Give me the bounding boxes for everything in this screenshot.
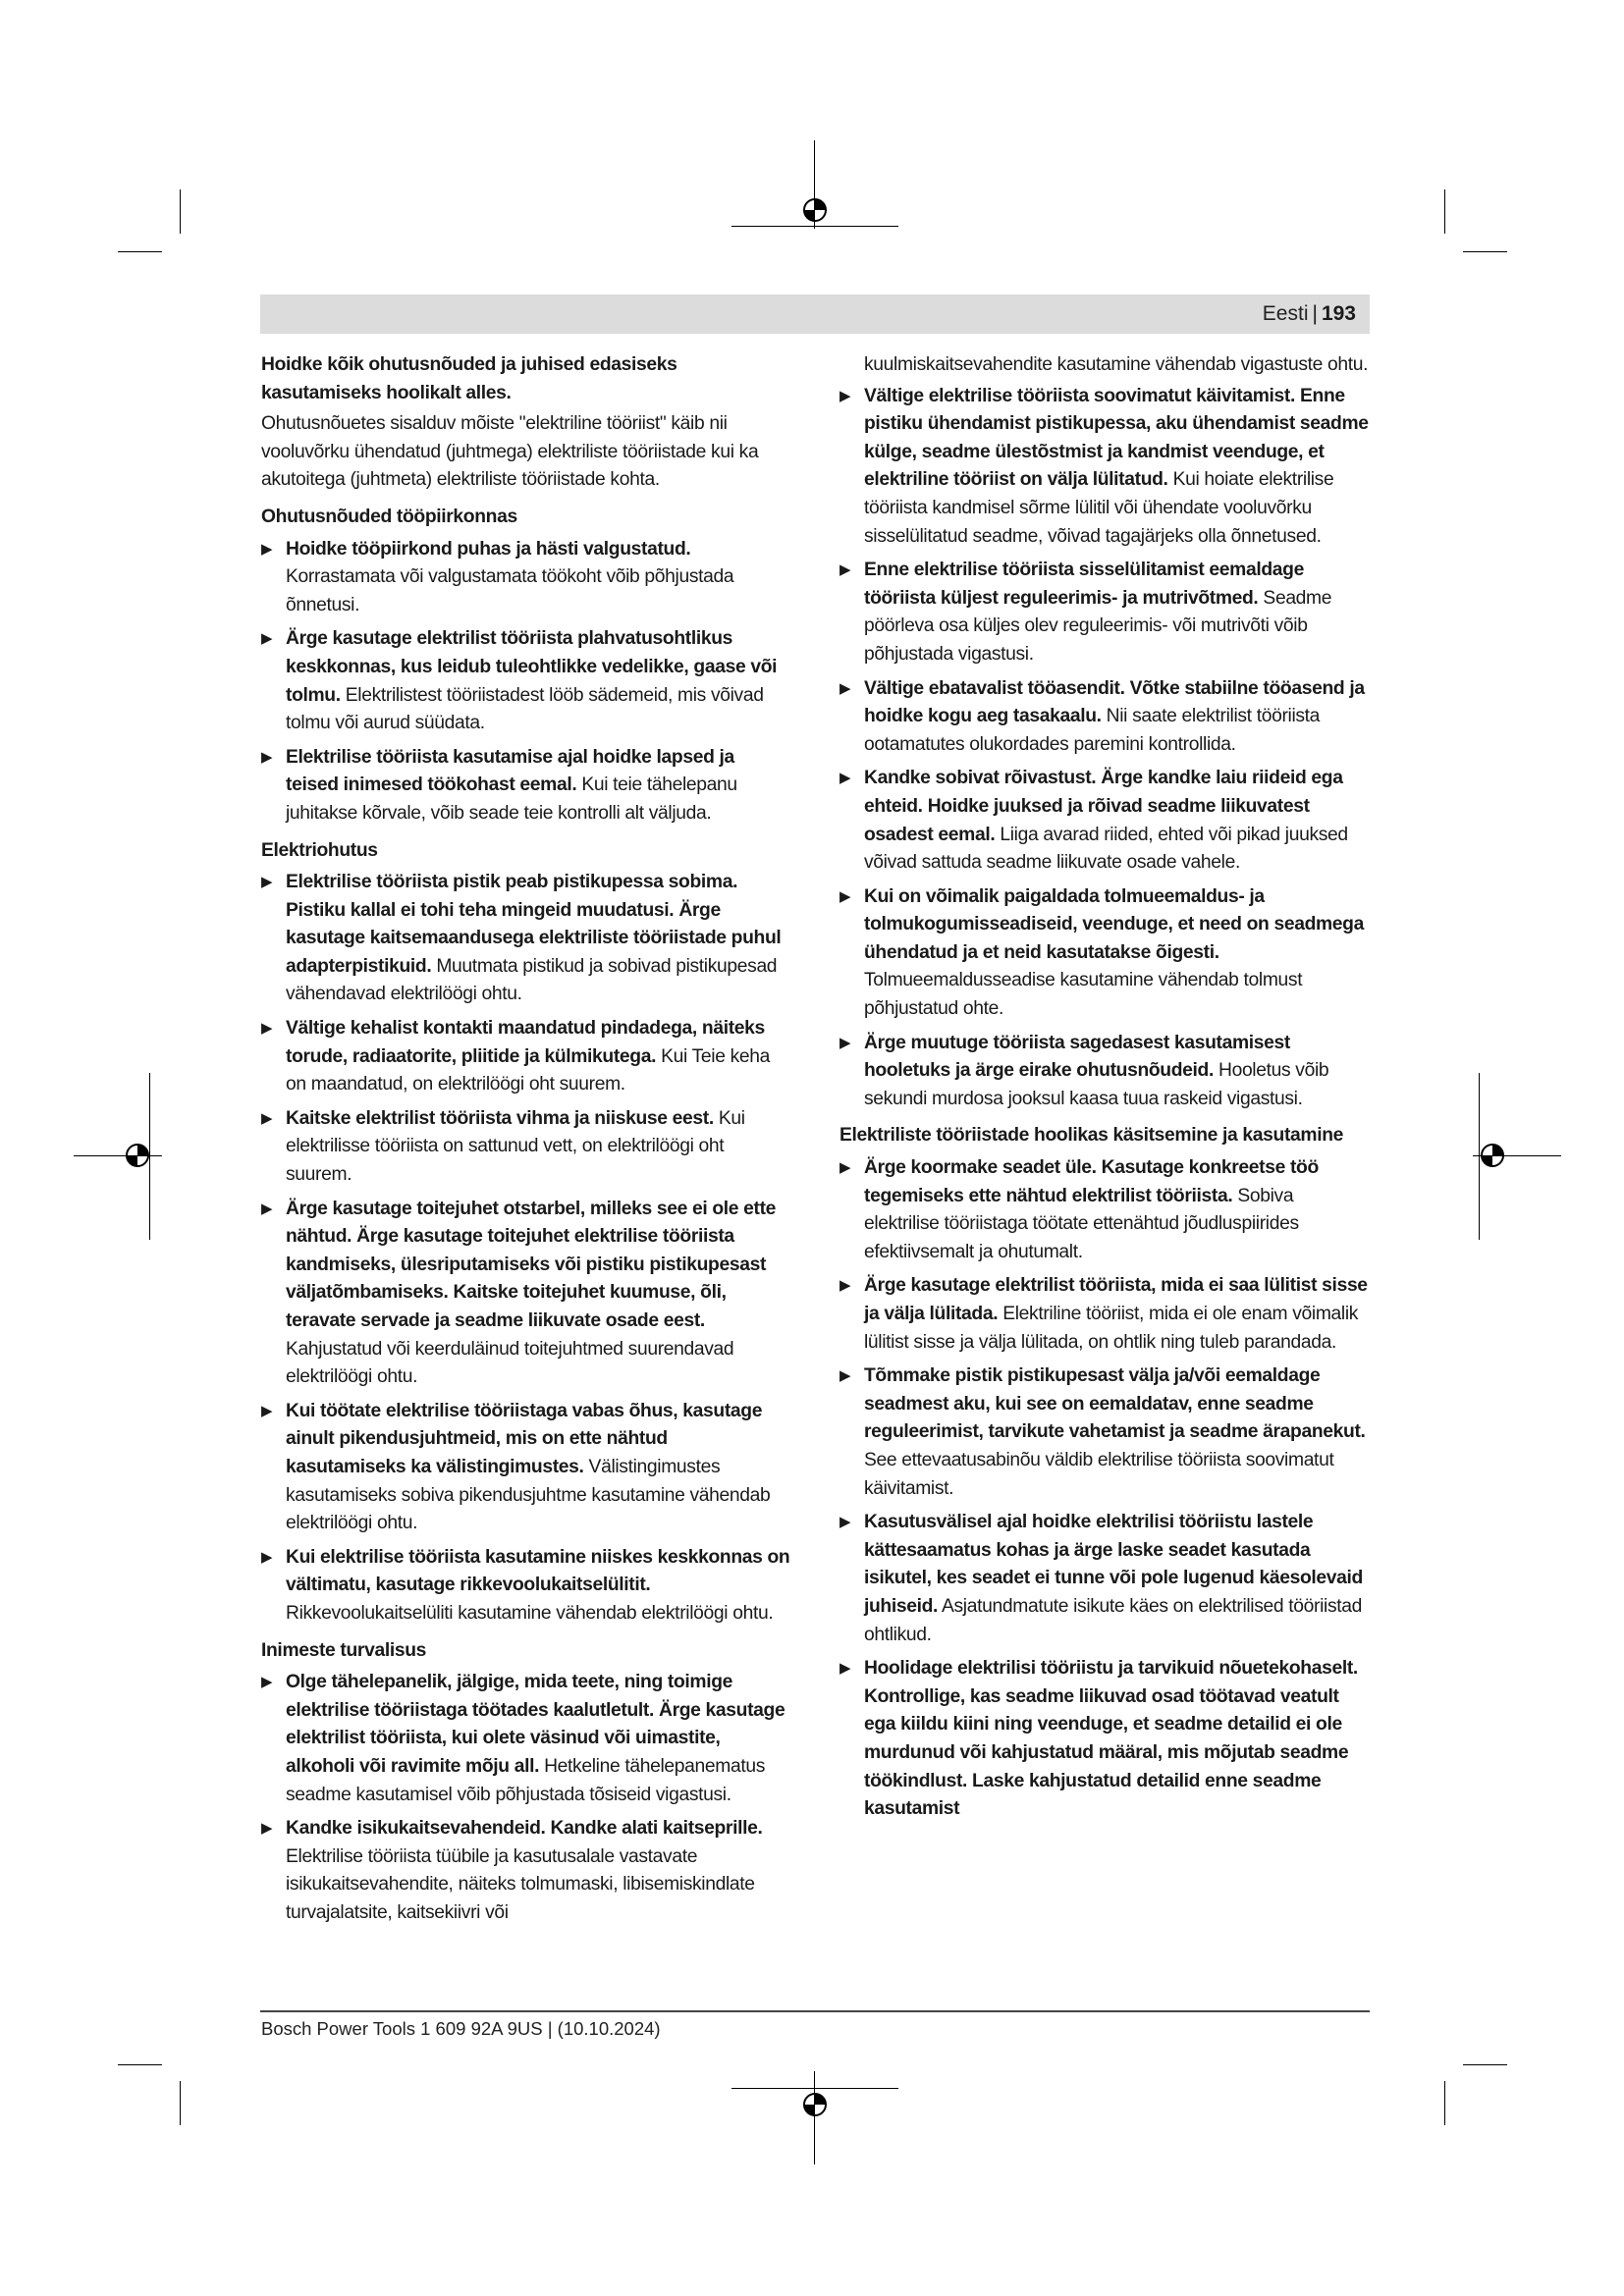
bullet-triangle-icon: ▶ xyxy=(839,387,851,404)
bullet-triangle-icon: ▶ xyxy=(261,748,273,766)
bullet-triangle-icon: ▶ xyxy=(839,1277,851,1295)
crop-mark xyxy=(118,251,162,252)
list-item: ▶ Ärge muutuge tööriista sagedasest kasutamisest hooletuks ja ärge eirake ohutusnõudeid. Hooletus võib sekundi murdosa jooksul kaasa tuua raskeid vigastusi. xyxy=(839,1032,1329,1109)
crop-mark xyxy=(814,140,815,229)
crop-mark xyxy=(118,2064,162,2065)
section-title-workplace: Ohutusnõuded tööpiirkonnas xyxy=(261,506,517,527)
left-column xyxy=(261,351,791,1933)
footer-divider xyxy=(260,2010,1370,2012)
crop-mark xyxy=(731,2088,898,2089)
bullet-triangle-icon: ▶ xyxy=(839,887,851,905)
bullet-triangle-icon: ▶ xyxy=(839,1367,851,1385)
list-item: ▶ Elektrilise tööriista kasutamise ajal hoidke lapsed ja teised inimesed töökohast eemal. Kui teie tähelepanu juhitakse kõrvale, võib seade teie kontrolli alt väljuda. xyxy=(261,746,737,824)
bullet-triangle-icon: ▶ xyxy=(839,770,851,787)
crop-mark xyxy=(1479,1073,1480,1240)
bullet-triangle-icon: ▶ xyxy=(261,1109,273,1127)
crop-mark xyxy=(149,1073,150,1240)
section-title-personal: Inimeste turvalisus xyxy=(261,1639,427,1661)
list-item: ▶ Hoolidage elektrilisi tööriistu ja tarvikuid nõuetekohaselt. Kontrollige, kas seadme liikuvad osad töötavad veatult ega kiildu kiini ning veenduge, et seadme detailid ei ole murdunud või kahjustatud määral, mis mõjutab seadme töökindlust. Laske kahjustatud detailid enne seadme kasutamist xyxy=(839,1658,1358,1820)
bullet-triangle-icon: ▶ xyxy=(261,540,273,558)
bullet-triangle-icon: ▶ xyxy=(261,1402,273,1419)
list-item: ▶ Vältige elektrilise tööriista soovimatut käivitamist. Enne pistiku ühendamist pistikupessa, aku ühendamist seadme külge, seadme ülestõstmist ja kandmist veenduge, et elektriline tööriist on välja lülitatud. Kui hoiate elektrilise tööriista kandmisel sõrme lülitil või ühendate vooluvõrku sisselülitatud seadme, võivad tagajärjeks olla õnnetused. xyxy=(839,385,1369,547)
crop-mark xyxy=(1473,1155,1561,1156)
intro-text: Ohutusnõuetes sisalduv mõiste "elektriline tööriist" käib nii vooluvõrku ühendatud (juhtmega) elektriliste tööriistade kui ka akutoitega (juhtmeta) elektriliste tööriistade kohta. xyxy=(261,413,759,491)
list-item: ▶ Olge tähelepanelik, jälgige, mida teete, ning toimige elektrilise tööriistaga töötades kaalutletult. Ärge kasutage elektrilist tööriista, kui olete väsinud või uimastite, alkoholi või ravimite mõju all. Hetkeline tähelepanematus seadme kasutamisel võib põhjustada tõsiseid vigastusi. xyxy=(261,1672,785,1805)
header-separator: | xyxy=(1312,302,1318,325)
crop-mark xyxy=(814,2071,815,2164)
crop-mark xyxy=(1463,251,1507,252)
list-item: ▶ Kasutusvälisel ajal hoidke elektrilisi tööriistu lastele kättesaamatus kohas ja ärge laske seadet kasutada isikutel, kes seadet ei tunne või pole lugenud käesolevaid juhiseid. Asjatundmatute isikute käes on elektrilised tööriistad ohtlikud. xyxy=(839,1512,1363,1645)
registration-mark-icon xyxy=(798,193,832,227)
list-item: ▶ Vältige ebatavalist tööasendit. Võtke stabiilne tööasend ja hoidke kogu aeg tasakaalu. Nii saate elektrilist tööriista ootamatutes olukordades paremini kontrollida. xyxy=(839,677,1365,755)
bullet-triangle-icon: ▶ xyxy=(261,1820,273,1838)
crop-mark xyxy=(180,189,181,234)
page-header xyxy=(260,294,1370,334)
bullet-triangle-icon: ▶ xyxy=(261,630,273,648)
page-footer: Bosch Power Tools 1 609 92A 9US | (10.10.2024) xyxy=(261,2018,661,2039)
list-item: ▶ Ärge kasutage elektrilist tööriista, mida ei saa lülitist sisse ja välja lülitada. Elektriline tööriist, mida ei ole enam võimalik lülitist sisse ja välja lülitada, on ohtlik ning tuleb parandada. xyxy=(839,1275,1368,1353)
bullet-triangle-icon: ▶ xyxy=(261,1020,273,1038)
bullet-triangle-icon: ▶ xyxy=(839,561,851,579)
list-item: ▶ Kandke isikukaitsevahendeid. Kandke alati kaitseprille. Elektrilise tööriista tüübile ja kasutusalale vastavate isikukaitsevahendite, näiteks tolmumaski, libisemiskindlate turvajalatsite, kaitsekiivri või xyxy=(261,1818,763,1923)
bullet-triangle-icon: ▶ xyxy=(839,679,851,697)
list-item: ▶ Vältige kehalist kontakti maandatud pindadega, näiteks torude, radiaatorite, pliitide ja külmikutega. Kui Teie keha on maandatud, on elektrilöögi oht suurem. xyxy=(261,1018,770,1095)
bullet-triangle-icon: ▶ xyxy=(839,1514,851,1531)
list-item: ▶ Kui on võimalik paigaldada tolmueemaldus- ja tolmukogumisseadiseid, veenduge, et need on seadmega ühendatud ja et neid kasutatakse õigesti. Tolmueemaldusseadise kasutamine vähendab tolmust põhjustatud ohte. xyxy=(839,885,1364,1020)
language-label: Eesti xyxy=(1262,302,1309,325)
intro-bold-text: Hoidke kõik ohutusnõuded ja juhised edasiseks kasutamiseks hoolikalt alles. xyxy=(261,354,677,403)
list-item: ▶ Ärge kasutage elektrilist tööriista plahvatusohtlikus keskkonnas, kus leidub tuleohtlikke vedelikke, gaase või tolmu. Elektrilistest tööriistadest lööb sädemeid, mis võivad tolmu või aurud süüdata. xyxy=(261,628,778,734)
list-item: ▶ Kandke sobivat rõivastust. Ärge kandke laiu riideid ega ehteid. Hoidke juuksed ja rõivad seadme liikuvatest osadest eemal. Liiga avarad riided, ehted või pikad juuksed võivad sattuda seadme liikuvate osade vahele. xyxy=(839,768,1348,874)
crop-mark xyxy=(1463,2064,1507,2065)
crop-mark xyxy=(74,1155,162,1156)
list-item: ▶ Hoidke tööpiirkond puhas ja hästi valgustatud. Korrastamata või valgustamata töökoht võib põhjustada õnnetusi. xyxy=(261,538,734,615)
list-item: ▶ Ärge koormake seadet üle. Kasutage konkreetse töö tegemiseks ette nähtud elektrilist tööriista. Sobiva elektrilise tööriistaga töötate ettenähtud jõudluspiirides efektiivsemalt ja ohutumalt. xyxy=(839,1157,1319,1262)
list-item: ▶ Kui töötate elektrilise tööriistaga vabas õhus, kasutage ainult pikendusjuhtmeid, mis on ette nähtud kasutamiseks ka välistingimustes. Välistingimustes kasutamiseks sobiva pikendusjuhtme kasutamine vähendab elektrilöögi ohtu. xyxy=(261,1400,771,1534)
header-label xyxy=(1263,300,1356,328)
list-item: ▶ Kaitske elektrilist tööriista vihma ja niiskuse eest. Kui elektrilisse tööriista on sattunud vett, on elektrilöögi oht suurem. xyxy=(261,1107,745,1186)
bullet-triangle-icon: ▶ xyxy=(261,874,273,891)
list-item: ▶ Elektrilise tööriista pistik peab pistikupessa sobima. Pistiku kallal ei tohi teha mingeid muudatusi. Ärge kasutage kaitsemaandusega elektriliste tööriistade puhul adapterpistikuid. Muutmata pistikud ja sobivad pistikupesad vähendavad elektrilöögi ohtu. xyxy=(261,872,782,1005)
bullet-triangle-icon: ▶ xyxy=(839,1660,851,1678)
bullet-triangle-icon: ▶ xyxy=(261,1674,273,1691)
bullet-triangle-icon: ▶ xyxy=(839,1159,851,1177)
bullet-triangle-icon: ▶ xyxy=(839,1034,851,1051)
crop-mark xyxy=(1444,189,1445,234)
registration-mark-icon xyxy=(798,2088,832,2121)
section-title-use: Elektriliste tööriistade hoolikas käsitsemine ja kasutamine xyxy=(839,1125,1344,1147)
list-item: ▶ Kui elektrilise tööriista kasutamine niiskes keskkonnas on vältimatu, kasutage rikkevoolukaitselülitit. Rikkevoolukaitselüliti kasutamine vähendab elektrilöögi ohtu. xyxy=(261,1546,790,1624)
crop-mark xyxy=(180,2081,181,2125)
bullet-triangle-icon: ▶ xyxy=(261,1200,273,1217)
page-number: 193 xyxy=(1321,302,1356,325)
bullet-triangle-icon: ▶ xyxy=(261,1548,273,1566)
crop-mark xyxy=(1444,2081,1445,2125)
list-item: ▶ Enne elektrilise tööriista sisselülitamist eemaldage tööriista küljest reguleerimis- ja mutrivõtmed. Seadme pöörleva osa küljes olev reguleerimis- või mutrivõti võib põhjustada vigastusi. xyxy=(839,560,1332,665)
section-title-electrical: Elektriohutus xyxy=(261,839,378,861)
crop-mark xyxy=(731,226,898,227)
list-item: ▶ Tõmmake pistik pistikupesast välja ja/või eemaldage seadmest aku, kui see on eemaldatav, enne seadme reguleerimist, tarvikute vahetamist ja seadme ärapanekut. See ettevaatusabinõu väldib elektrilise tööriista soovimatut käivitamist. xyxy=(839,1365,1366,1499)
list-item: ▶ Ärge kasutage toitejuhet otstarbel, milleks see ei ole ette nähtud. Ärge kasutage toitejuhet elektrilise tööriista kandmiseks, ülesriputamiseks või pistiku pistikupesast väljatõmbamiseks. Kaitske toitejuhet kuumuse, õli, teravate servade ja seadme liikuvate osade eest. Kahjustatud või keerduläinud toitejuhtmed suurendavad elektrilöögi ohtu. xyxy=(261,1198,777,1388)
continuation-text: kuulmiskaitsevahendite kasutamine vähendab vigastuste ohtu. xyxy=(864,354,1369,375)
right-column xyxy=(839,351,1370,1830)
